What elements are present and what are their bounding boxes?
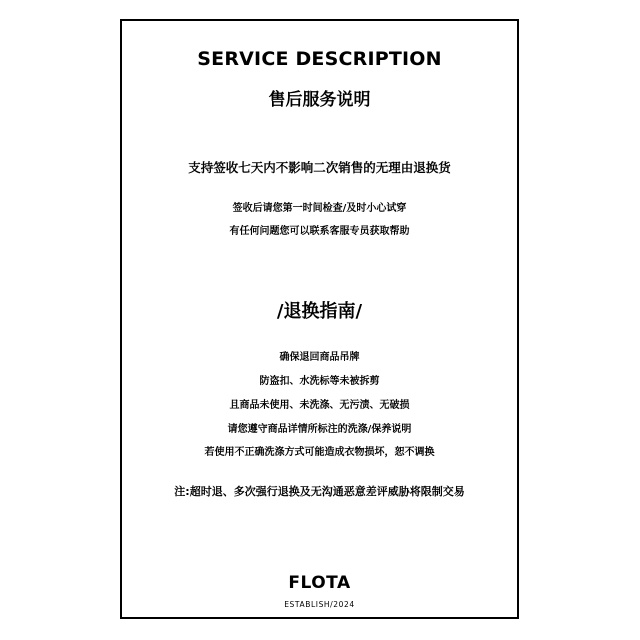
brand-logo-text: FLOTA	[288, 573, 351, 593]
guide-item-care: 请您遵守商品详情所标注的洗涤/保养说明	[227, 424, 412, 435]
return-guide-heading: /退换指南/	[276, 301, 363, 322]
guide-item-damage: 若使用不正确洗涤方式可能造成衣物损坏，恕不调换	[204, 447, 435, 458]
restriction-note: 注:超时退、多次强行退换及无沟通恶意差评威胁将限制交易	[174, 485, 465, 498]
title-english: SERVICE DESCRIPTION	[197, 48, 442, 70]
tip-check-on-receipt: 签收后请您第一时间检查/及时小心试穿	[232, 203, 407, 214]
guide-item-condition: 且商品未使用、未洗涤、无污渍、无破损	[229, 400, 410, 411]
guide-item-tags: 确保退回商品吊牌	[279, 352, 360, 363]
tip-contact-support: 有任何问题您可以联系客服专员获取帮助	[229, 226, 410, 237]
title-chinese: 售后服务说明	[268, 90, 371, 110]
guide-item-labels: 防盗扣、水洗标等未被拆剪	[259, 376, 380, 387]
brand-established: ESTABLISH/2024	[284, 600, 355, 609]
service-card	[120, 19, 519, 619]
return-policy-statement: 支持签收七天内不影响二次销售的无理由退换货	[188, 160, 451, 175]
